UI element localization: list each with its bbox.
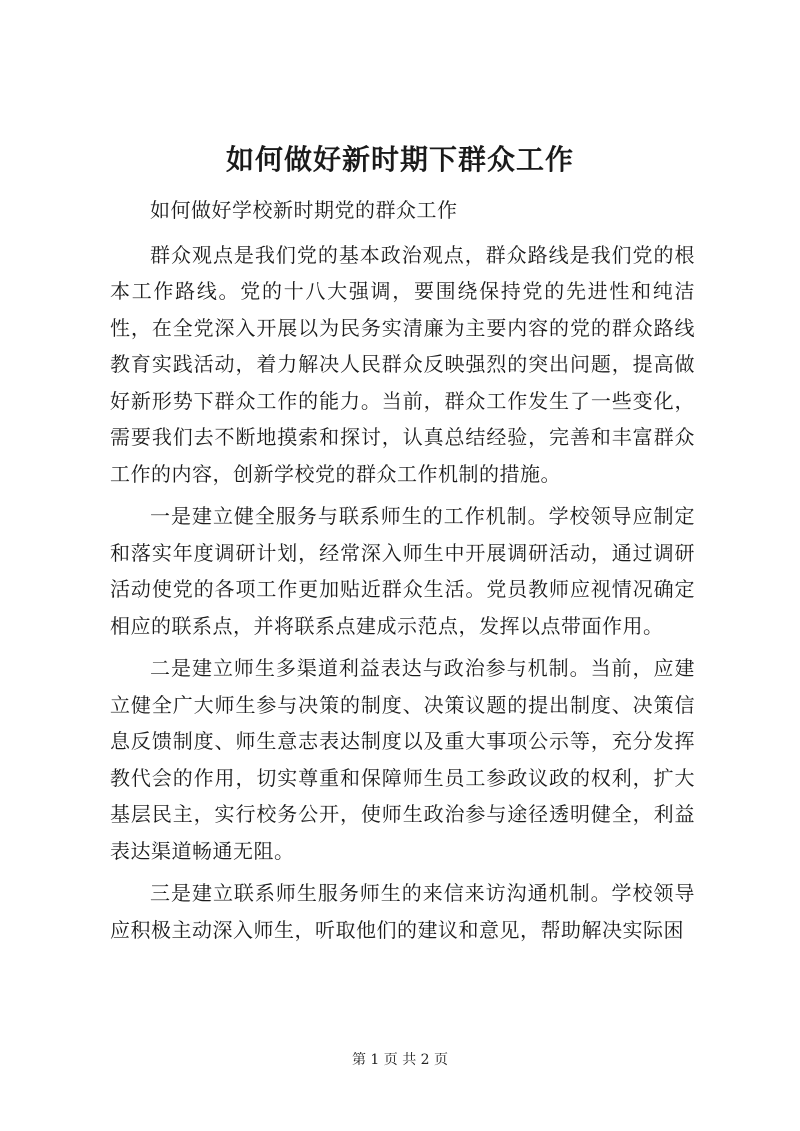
paragraph-intro: 群众观点是我们党的基本政治观点，群众路线是我们党的根本工作路线。党的十八大强调，要围绕保持党的先进性和纯洁性，在全党深入开展以为民务实清廉为主要内容的党的群众路线教育实践活动，着力解决人民群众反映强烈的突出问题，提高做好新形势下群众工作的能力。当前，群众工作发生了一些变化，需要我们去不断地摸索和探讨，认真总结经验，完善和丰富群众工作的内容，创新学校党的群众工作机制的措施。 <box>110 242 695 486</box>
paragraph-point-2: 二是建立师生多渠道利益表达与政治参与机制。当前，应建立健全广大师生参与决策的制度、决策议题的提出制度、决策信息反馈制度、师生意志表达制度以及重大事项公示等，充分发挥教代会的作用，切实尊重和保障师生员工参政议政的权利，扩大基层民主，实行校务公开，使师生政治参与途径透明健全，利益表达渠道畅通无阻。 <box>110 656 695 863</box>
document-title: 如何做好新时期下群众工作 <box>225 143 574 176</box>
paragraph-point-3: 三是建立联系师生服务师生的来信来访沟通机制。学校领导应积极主动深入师生，听取他们的建议和意见，帮助解决实际困 <box>110 881 695 942</box>
document-body <box>110 192 695 948</box>
document-subtitle: 如何做好学校新时期党的群众工作 <box>150 198 458 222</box>
page-footer: 第 1 页 共 2 页 <box>351 1052 449 1068</box>
paragraph-point-1: 一是建立健全服务与联系师生的工作机制。学校领导应制定和落实年度调研计划，经常深入师生中开展调研活动，通过调研活动使党的各项工作更加贴近群众生活。党员教师应视情况确定相应的联系点，并将联系点建成示范点，发挥以点带面作用。 <box>110 504 695 638</box>
